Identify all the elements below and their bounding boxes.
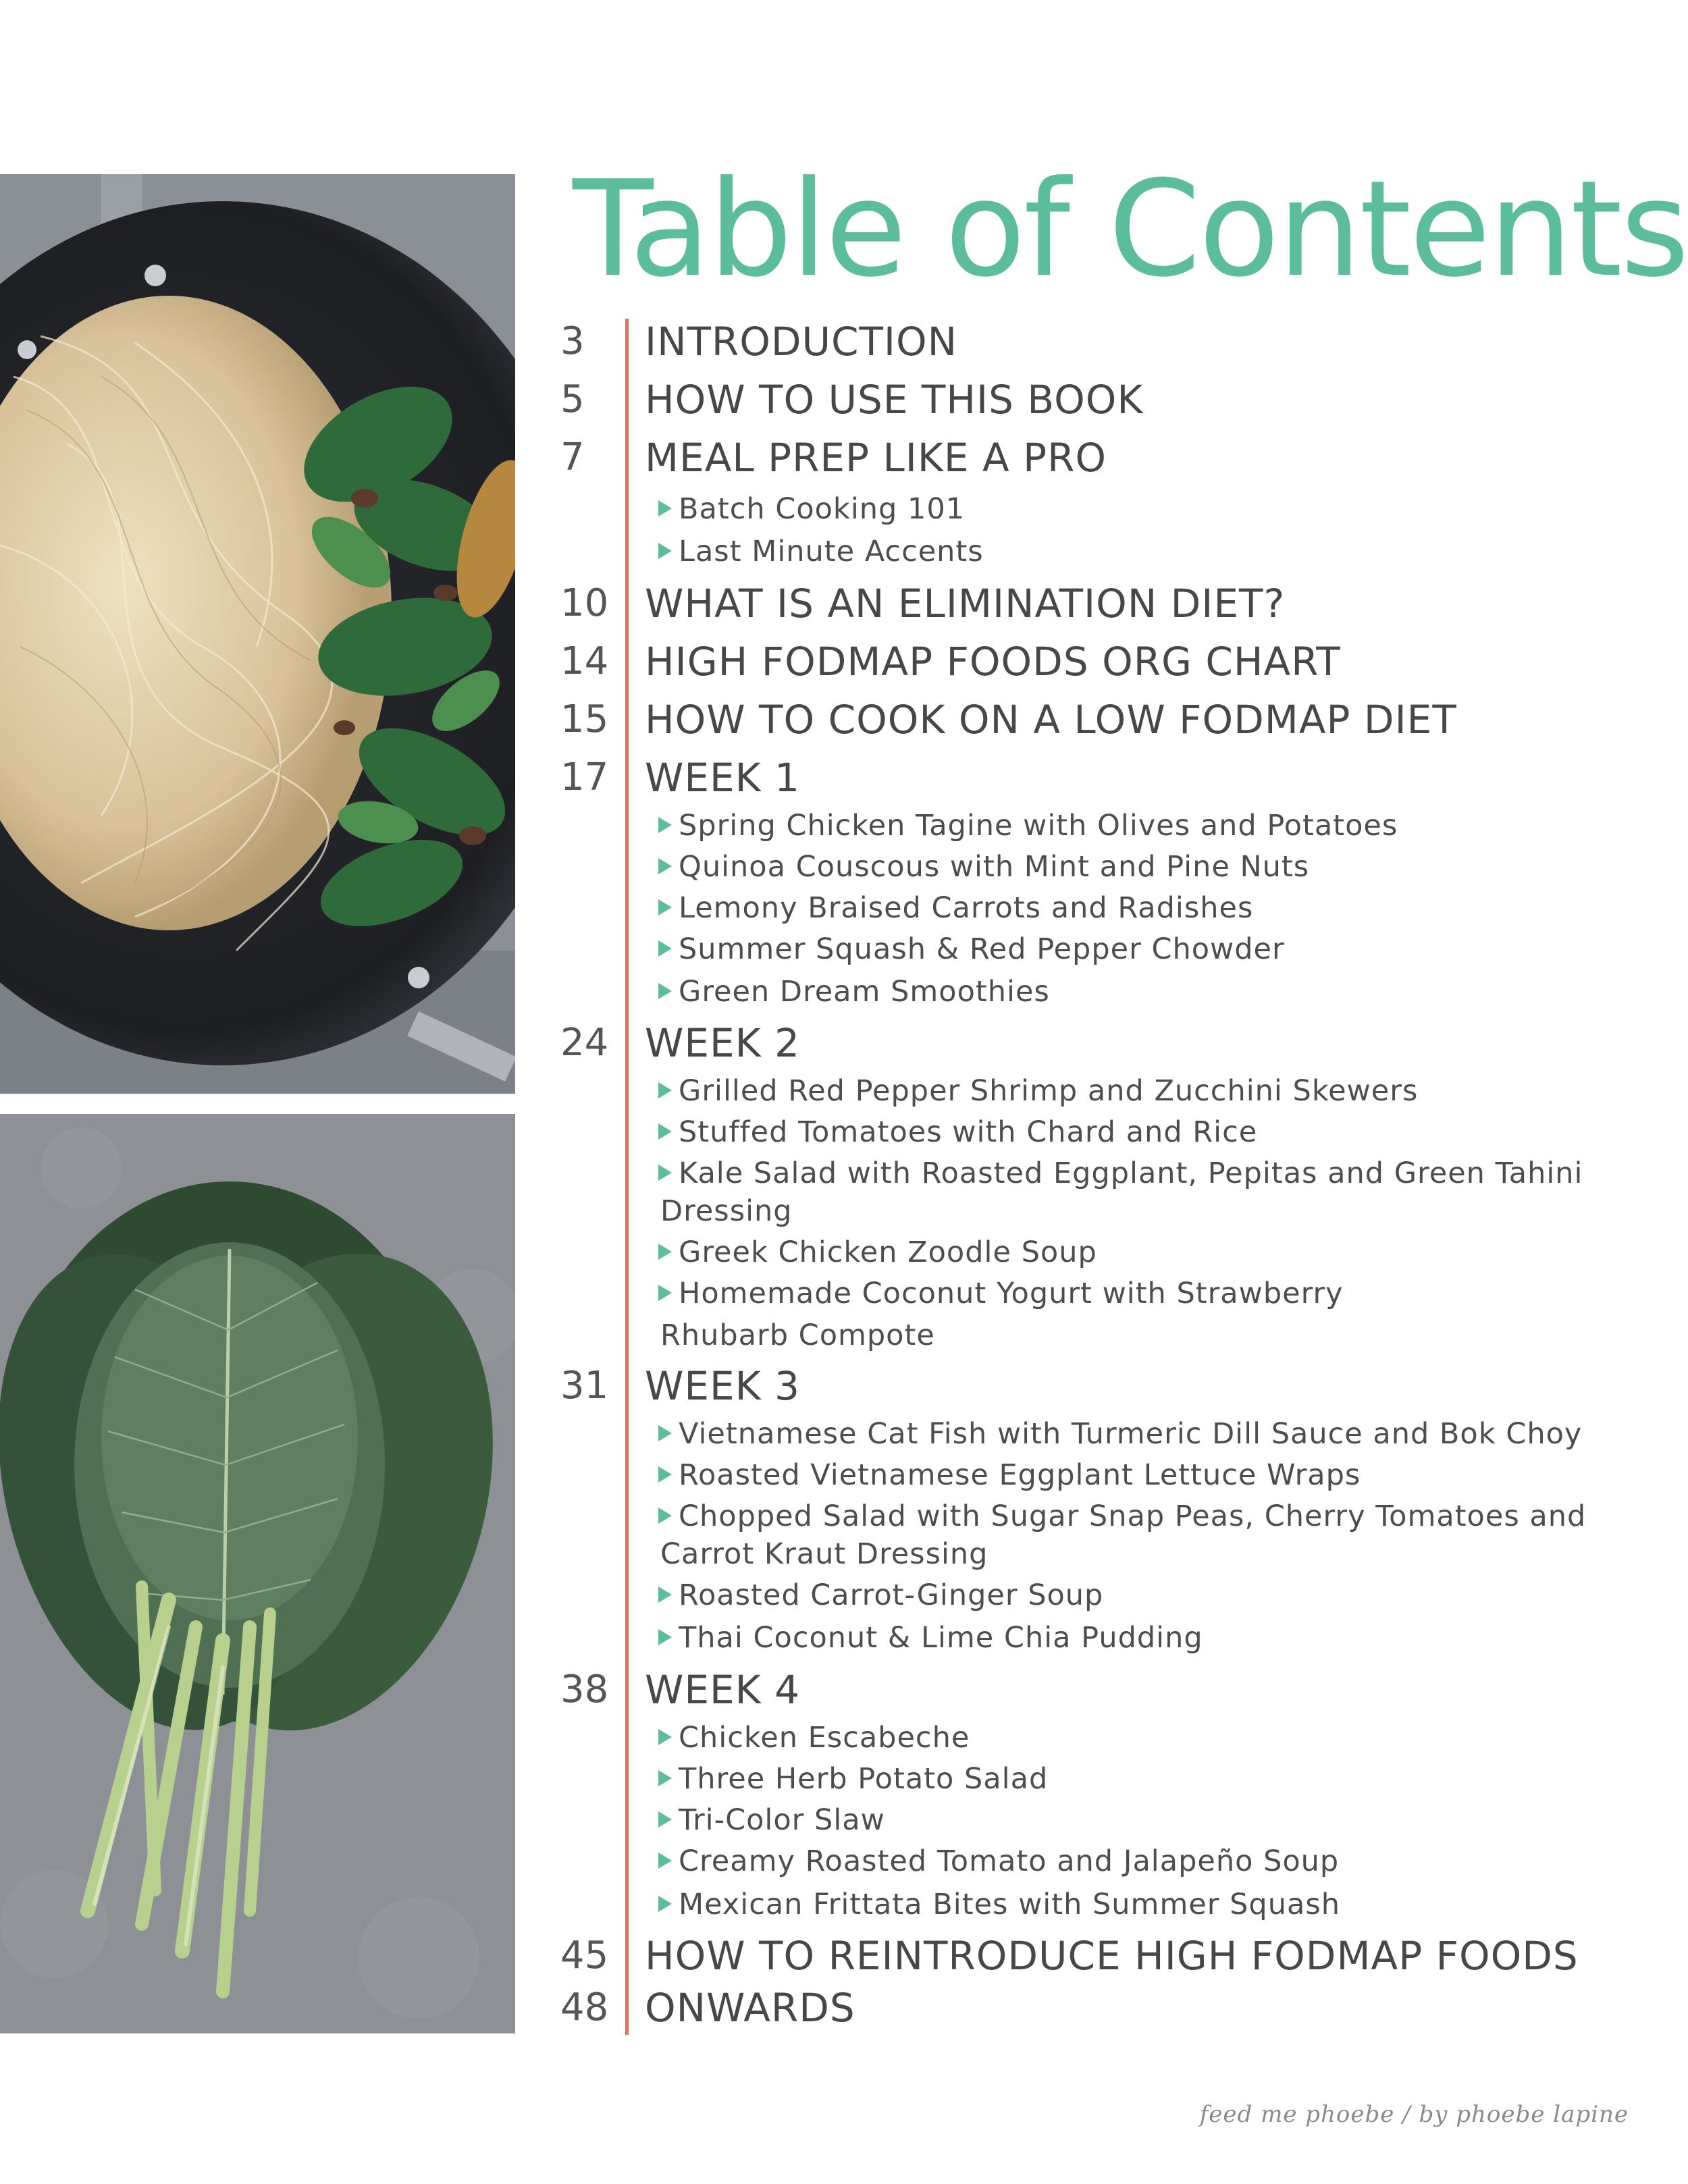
triangle-bullet-icon — [658, 1285, 672, 1301]
toc-entry-week4[interactable]: WEEK 4 — [645, 1667, 801, 1713]
toc-entry-week1[interactable]: WEEK 1 — [645, 755, 801, 801]
triangle-bullet-icon — [658, 983, 672, 999]
toc-subentry[interactable]: Thai Coconut & Lime Chia Pudding — [658, 1620, 1203, 1655]
triangle-bullet-icon — [658, 817, 672, 833]
toc-subentry-continuation[interactable]: Carrot Kraut Dressing — [660, 1537, 988, 1571]
triangle-bullet-icon — [658, 899, 672, 915]
toc-subentry-continuation[interactable]: Dressing — [660, 1194, 793, 1228]
toc-page-how-to-use: 5 — [560, 377, 585, 421]
toc-page-meal-prep: 7 — [560, 435, 585, 479]
toc-page-week3: 31 — [560, 1364, 609, 1408]
footer-credit: feed me phoebe / by phoebe lapine — [1199, 2101, 1629, 2128]
triangle-bullet-icon — [658, 1165, 672, 1181]
toc-page-org-chart: 14 — [560, 639, 609, 683]
toc-page-reintroduce: 45 — [560, 1934, 609, 1977]
triangle-bullet-icon — [658, 1811, 672, 1828]
toc-page-week1: 17 — [560, 755, 609, 799]
toc-subentry[interactable]: Creamy Roasted Tomato and Jalapeño Soup — [658, 1844, 1339, 1879]
toc-subentry[interactable]: Quinoa Couscous with Mint and Pine Nuts — [658, 849, 1309, 884]
toc-subentry[interactable]: Mexican Frittata Bites with Summer Squash — [658, 1887, 1340, 1922]
triangle-bullet-icon — [658, 1123, 672, 1140]
triangle-bullet-icon — [658, 940, 672, 957]
toc-subentry[interactable]: Last Minute Accents — [658, 534, 984, 569]
toc-entry-org-chart[interactable]: HIGH FODMAP FOODS ORG CHART — [645, 639, 1341, 685]
toc-page-elimination: 10 — [560, 581, 609, 625]
triangle-bullet-icon — [658, 500, 672, 516]
toc-subentry[interactable]: Three Herb Potato Salad — [658, 1761, 1048, 1796]
toc-entry-elimination[interactable]: WHAT IS AN ELIMINATION DIET? — [645, 581, 1286, 627]
toc-subentry-continuation[interactable]: Rhubarb Compote — [660, 1319, 935, 1352]
triangle-bullet-icon — [658, 543, 672, 559]
triangle-bullet-icon — [658, 1244, 672, 1260]
toc-subentry[interactable]: Roasted Carrot-Ginger Soup — [658, 1578, 1103, 1613]
toc-subentry[interactable]: Summer Squash & Red Pepper Chowder — [658, 932, 1285, 967]
toc-page-week4: 38 — [560, 1668, 609, 1711]
triangle-bullet-icon — [658, 858, 672, 874]
toc-entry-week2[interactable]: WEEK 2 — [645, 1020, 801, 1066]
toc-page-how-to-cook: 15 — [560, 697, 609, 741]
toc-subentry[interactable]: Greek Chicken Zoodle Soup — [658, 1235, 1097, 1270]
toc-subentry[interactable]: Homemade Coconut Yogurt with Strawberry — [658, 1276, 1344, 1311]
toc-subentry[interactable]: Chopped Salad with Sugar Snap Peas, Cherry Tomatoes and — [658, 1499, 1586, 1534]
toc-entry-onwards[interactable]: ONWARDS — [645, 1985, 855, 2031]
toc-page-introduction: 3 — [560, 319, 585, 363]
triangle-bullet-icon — [658, 1587, 672, 1603]
triangle-bullet-icon — [658, 1896, 672, 1912]
triangle-bullet-icon — [658, 1629, 672, 1645]
triangle-bullet-icon — [658, 1770, 672, 1786]
toc-subentry[interactable]: Vietnamese Cat Fish with Turmeric Dill Sauce and Bok Choy — [658, 1416, 1582, 1451]
toc-subentry[interactable]: Kale Salad with Roasted Eggplant, Pepitas and Green Tahini — [658, 1156, 1583, 1191]
toc-subentry[interactable]: Green Dream Smoothies — [658, 974, 1050, 1009]
toc-entry-introduction[interactable]: INTRODUCTION — [645, 319, 958, 365]
triangle-bullet-icon — [658, 1853, 672, 1869]
toc-subentry[interactable]: Grilled Red Pepper Shrimp and Zucchini Skewers — [658, 1073, 1418, 1109]
toc-subentry[interactable]: Batch Cooking 101 — [658, 491, 965, 527]
toc-subentry[interactable]: Spring Chicken Tagine with Olives and Potatoes — [658, 808, 1398, 843]
toc-page-onwards: 48 — [560, 1986, 609, 2029]
triangle-bullet-icon — [658, 1466, 672, 1483]
toc-entry-week3[interactable]: WEEK 3 — [645, 1363, 801, 1409]
toc-page-week2: 24 — [560, 1021, 609, 1065]
toc-subentry[interactable]: Stuffed Tomatoes with Chard and Rice — [658, 1115, 1257, 1150]
page-title: Table of Contents — [573, 153, 1687, 307]
triangle-bullet-icon — [658, 1425, 672, 1441]
toc-subentry[interactable]: Lemony Braised Carrots and Radishes — [658, 890, 1253, 926]
toc-subentry[interactable]: Tri-Color Slaw — [658, 1803, 885, 1838]
toc-entry-reintroduce[interactable]: HOW TO REINTRODUCE HIGH FODMAP FOODS — [645, 1933, 1579, 1979]
toc-entry-how-to-cook[interactable]: HOW TO COOK ON A LOW FODMAP DIET — [645, 697, 1457, 743]
toc-entry-how-to-use[interactable]: HOW TO USE THIS BOOK — [645, 377, 1144, 423]
toc-entry-meal-prep[interactable]: MEAL PREP LIKE A PRO — [645, 435, 1107, 481]
toc-subentry[interactable]: Chicken Escabeche — [658, 1720, 970, 1755]
triangle-bullet-icon — [658, 1729, 672, 1745]
triangle-bullet-icon — [658, 1508, 672, 1524]
toc-subentry[interactable]: Roasted Vietnamese Eggplant Lettuce Wraps — [658, 1458, 1361, 1493]
triangle-bullet-icon — [658, 1082, 672, 1098]
